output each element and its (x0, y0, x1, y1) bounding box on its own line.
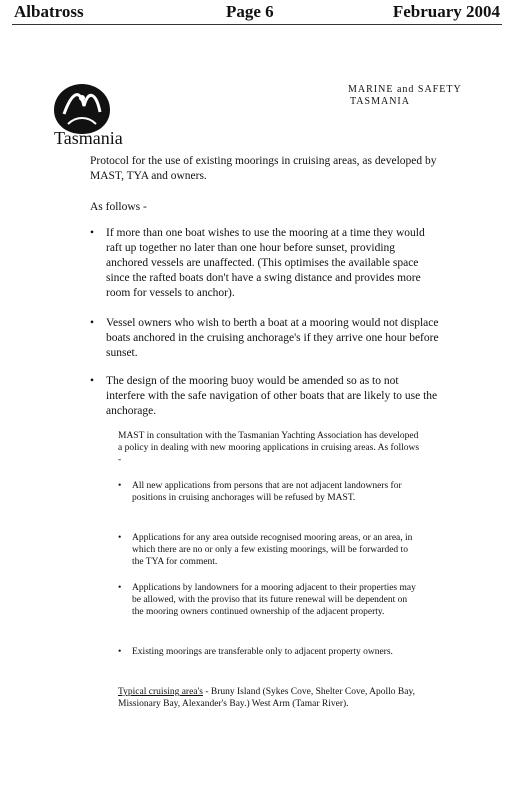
bullet-text: Vessel owners who wish to berth a boat at a mooring would not displace boats anchored in the cruising anchorage's if they arrive one hour before sunset. (106, 317, 439, 359)
header-rule (12, 24, 502, 25)
newsletter-title: Albatross (14, 2, 84, 21)
tasmania-wordmark: Tasmania (54, 128, 123, 148)
bullet-text: The design of the mooring buoy would be amended so as to not interfere with the safe navigation of other boats that are likely to use the anchorage. (106, 375, 438, 417)
bullet-icon: • (118, 481, 122, 491)
typical-areas-label: Typical cruising area's (118, 687, 203, 697)
bullet-text: If more than one boat wishes to use the mooring at a time they would raft up together no later than one hour before sunset, providing anchored vessels are unaffected. (This optimises the available space since the rafted boats don't have a swing distance and provides more room for vessels to anchor). (106, 227, 425, 299)
bullet-text: Applications for any area outside recognised mooring areas, or an area, in which there are no or only a few existing moorings, will be forwarded to the TYA for comment. (132, 533, 413, 567)
typical-areas (118, 686, 420, 710)
agency-line-2: TASMANIA (350, 96, 410, 107)
agency-line-1: MARINE and SAFETY (348, 84, 462, 95)
issue-date: February 2004 (392, 2, 500, 21)
typical-areas-text: - Bruny Island (Sykes Cove, Shelter Cove, Apollo Bay, Missionary Bay, Alexander's Bay.) West Arm (Tamar River). (118, 687, 415, 709)
intro-paragraph: Protocol for the use of existing moorings in cruising areas, as developed by MAST, TYA and owners. (90, 155, 437, 182)
agency-name (348, 84, 462, 108)
bullet-icon: • (90, 227, 95, 239)
bullet-text: All new applications from persons that are not adjacent landowners for positions in cruising anchorages will be refused by MAST. (132, 481, 402, 503)
policy-intro: MAST in consultation with the Tasmanian Yachting Association has developed a policy in dealing with new mooring applications in cruising areas. As follows - (118, 431, 420, 465)
bullet-icon: • (118, 533, 122, 543)
bullet-icon: • (118, 583, 122, 593)
bullet-text: Existing moorings are transferable only to adjacent property owners. (132, 647, 393, 657)
bullet-icon: • (118, 647, 122, 657)
bullet-icon: • (90, 317, 95, 329)
page-number: Page 6 (226, 2, 274, 21)
bullet-icon: • (90, 375, 95, 387)
bullet-text: Applications by landowners for a mooring adjacent to their properties may be allowed, with the proviso that its future renewal will be dependent on the mooring owners continued ownership of the adjacent property. (132, 583, 416, 617)
as-follows-label: As follows - (90, 201, 147, 213)
